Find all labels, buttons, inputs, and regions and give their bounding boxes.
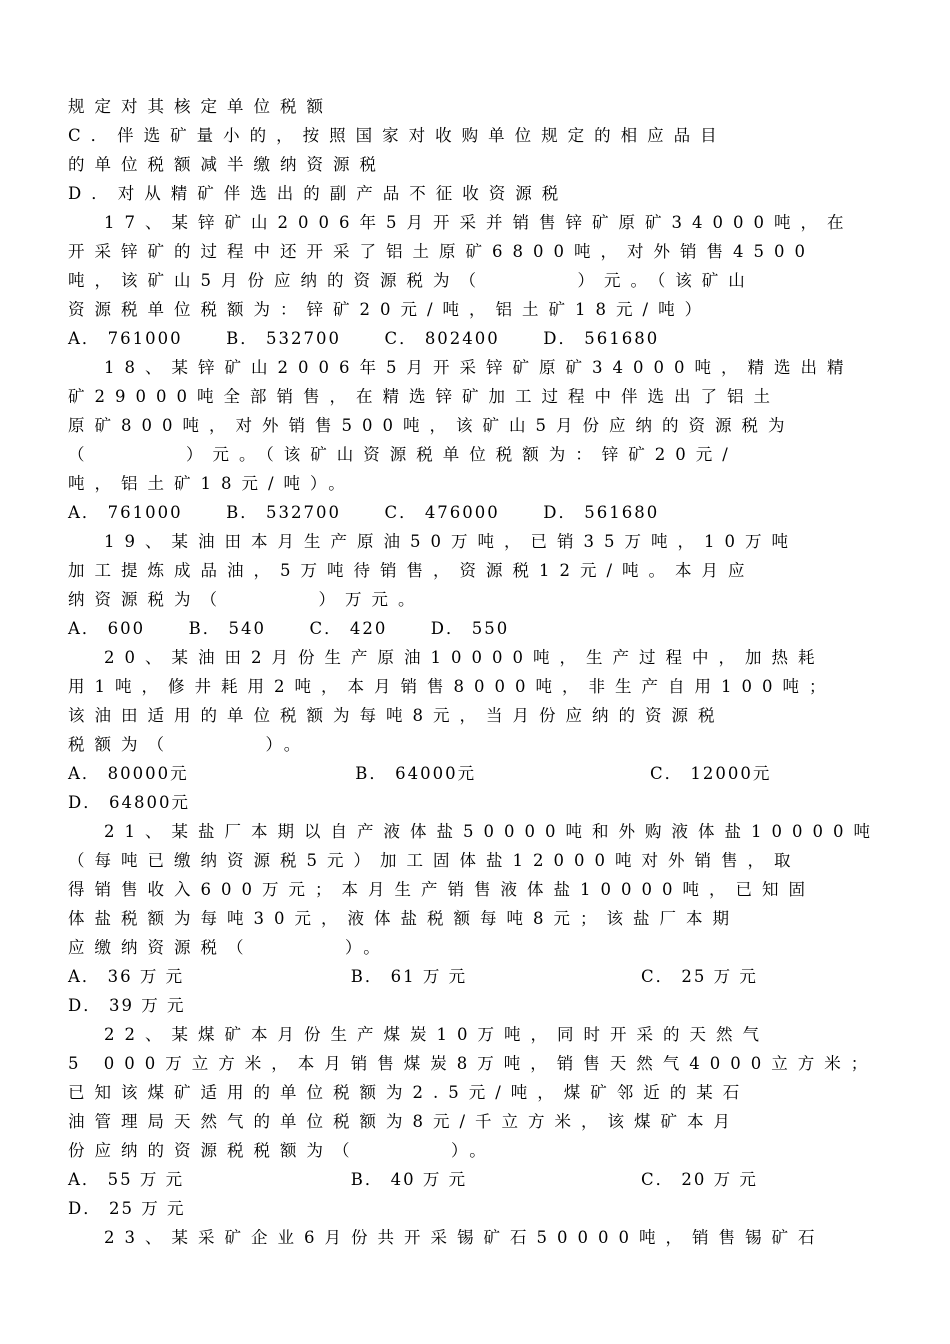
option-c-line: C．伴选矿量小的，按照国家对收购单位规定的相应品目 [68, 126, 727, 145]
answer-options-21: A． 36 万 元 B． 61 万 元 C． 25 万 元 [68, 967, 758, 986]
text-line: 应缴纳资源税（ ）。 [68, 938, 390, 957]
answer-options-22: A． 55 万 元 B． 40 万 元 C． 20 万 元 [68, 1170, 758, 1189]
answer-option-20-d: D． 64800元 [68, 793, 190, 812]
text-line: 该油田适用的单位税额为每吨8元，当月份应纳的资源税 [68, 706, 725, 725]
text-line: 纳资源税为（ ）万元。 [68, 590, 425, 609]
answer-options-19: A． 600 B． 540 C． 420 D． 550 [68, 619, 510, 638]
question-19-line: 19、某油田本月生产原油50万吨，已销35万吨，10万吨 [104, 532, 798, 551]
question-17-line: 17、某锌矿山2006年5月开采并销售锌矿原矿34000吨，在 [104, 213, 854, 232]
text-line: 5 000万立方米，本月销售煤炭8万吨，销售天然气4000立方米； [68, 1054, 878, 1073]
answer-options-18: A． 761000 B． 532700 C． 476000 D． 561680 [68, 503, 660, 522]
answer-options-20: A． 80000元 B． 64000元 C． 12000元 [68, 764, 772, 783]
text-line: 用1吨，修井耗用2吨，本月销售8000吨，非生产自用100吨； [68, 677, 836, 696]
question-18-line: 18、某锌矿山2006年5月开采锌矿原矿34000吨，精选出精 [104, 358, 854, 377]
document-page [68, 92, 880, 1252]
text-line: 开采锌矿的过程中还开采了铝土原矿6800吨，对外销售4500 [68, 242, 815, 261]
answer-option-22-d: D． 25 万 元 [68, 1199, 186, 1218]
text-line: 的单位税额减半缴纳资源税 [68, 155, 386, 174]
text-line: 加工提炼成品油，5万吨待销售，资源税12元/吨。本月应 [68, 561, 755, 580]
text-line: 原矿800吨，对外销售500吨，该矿山5月份应纳的资源税为 [68, 416, 795, 435]
question-20-line: 20、某油田2月份生产原油10000吨，生产过程中，加热耗 [104, 648, 825, 667]
question-23-line: 23、某采矿企业6月份共开采锡矿石50000吨，销售锡矿石 [104, 1228, 825, 1247]
text-line: 税额为（ ）。 [68, 735, 311, 754]
text-line: （每吨已缴纳资源税5元）加工固体盐12000吨对外销售，取 [68, 851, 801, 870]
text-line: 矿29000吨全部销售，在精选锌矿加工过程中伴选出了铝土 [68, 387, 780, 406]
text-line: 份应纳的资源税税额为（ ）。 [68, 1141, 496, 1160]
text-line: 规定对其核定单位税额 [68, 97, 333, 116]
text-line: （ ）元。（该矿山资源税单位税额为：锌矿20元/ [68, 445, 738, 464]
text-line: 吨，该矿山5月份应纳的资源税为（ ）元。（该矿山 [68, 271, 755, 290]
text-line: 吨，铝土矿18元/吨）。 [68, 474, 355, 493]
answer-options-17: A． 761000 B． 532700 C． 802400 D． 561680 [68, 329, 660, 348]
text-line: 体盐税额为每吨30元，液体盐税额每吨8元；该盐厂本期 [68, 909, 739, 928]
question-21-line: 21、某盐厂本期以自产液体盐50000吨和外购液体盐10000吨 [104, 822, 880, 841]
option-d-line: D．对从精矿伴选出的副产品不征收资源税 [68, 184, 569, 203]
answer-option-21-d: D． 39 万 元 [68, 996, 186, 1015]
text-line: 资源税单位税额为：锌矿20元/吨，铝土矿18元/吨） [68, 300, 712, 319]
text-line: 已知该煤矿适用的单位税额为2.5元/吨，煤矿邻近的某石 [68, 1083, 750, 1102]
text-line: 得销售收入600万元；本月生产销售液体盐10000吨，已知固 [68, 880, 815, 899]
question-22-line: 22、某煤矿本月份生产煤炭10万吨，同时开采的天然气 [104, 1025, 769, 1044]
text-line: 油管理局天然气的单位税额为8元/千立方米，该煤矿本月 [68, 1112, 741, 1131]
